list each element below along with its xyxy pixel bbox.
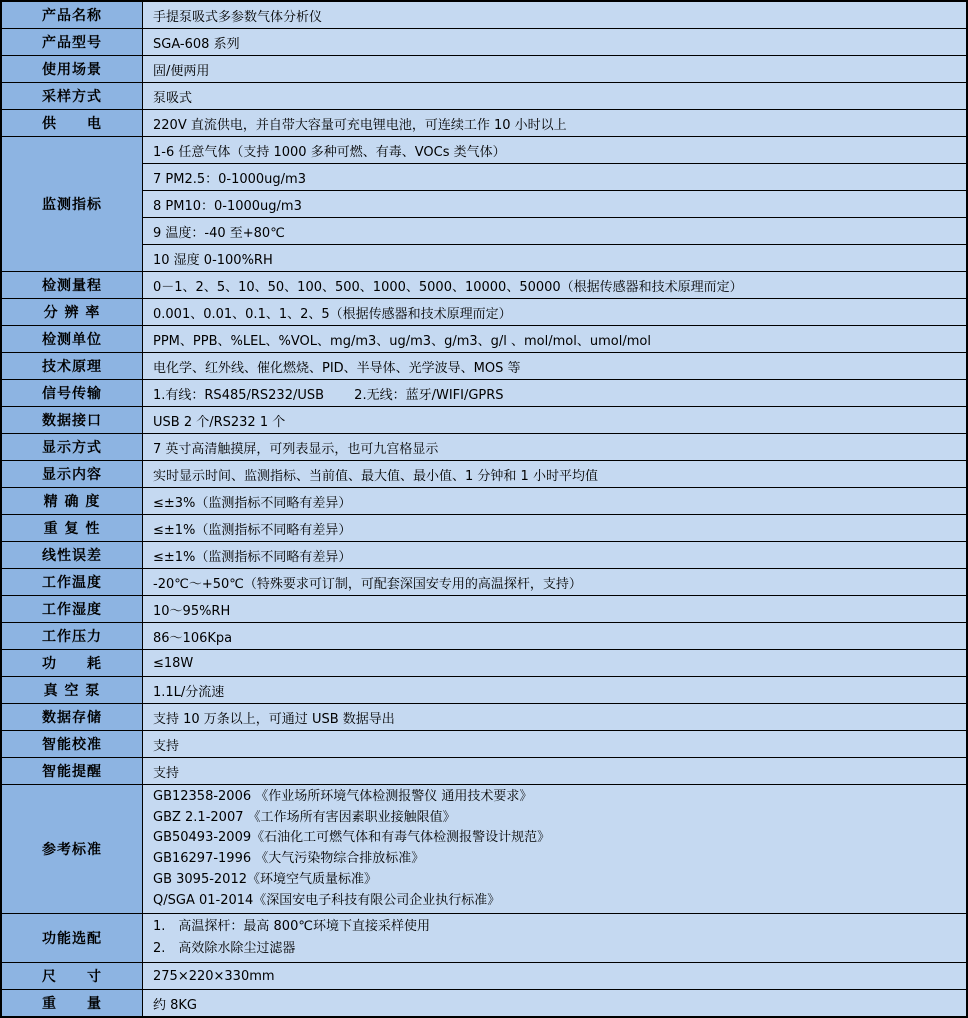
row-label: 使用场景: [2, 56, 143, 83]
table-row: [2, 407, 967, 434]
row-label: 尺 寸: [2, 963, 143, 990]
row-label: 真 空 泵: [2, 677, 143, 704]
row-value: ≤±3%（监测指标不同略有差异）: [143, 488, 967, 515]
table-row-monitor-indicators: [2, 164, 967, 191]
table-row: [2, 488, 967, 515]
table-row: [2, 461, 967, 488]
row-value: [143, 785, 967, 914]
row-value: ≤±1%（监测指标不同略有差异）: [143, 542, 967, 569]
row-label: 数据存储: [2, 704, 143, 731]
table-row: [2, 2, 967, 29]
row-value: -20℃～+50℃（特殊要求可订制，可配套深国安专用的高温探杆，支持）: [143, 569, 967, 596]
table-row: [2, 704, 967, 731]
row-value: 1.有线：RS485/RS232/USB 2.无线：蓝牙/WIFI/GPRS: [143, 380, 967, 407]
table-row-monitor-indicators: [2, 191, 967, 218]
row-value: 7 英寸高清触摸屏，可列表显示，也可九宫格显示: [143, 434, 967, 461]
row-label: 信号传输: [2, 380, 143, 407]
row-label: 智能提醒: [2, 758, 143, 785]
row-label: 重 量: [2, 990, 143, 1017]
row-value: 电化学、红外线、催化燃烧、PID、半导体、光学波导、MOS 等: [143, 353, 967, 380]
table-row: [2, 326, 967, 353]
table-row: [2, 596, 967, 623]
table-row: [2, 353, 967, 380]
row-label: 工作压力: [2, 623, 143, 650]
table-row: [2, 731, 967, 758]
table-row: [2, 542, 967, 569]
row-label: 产品型号: [2, 29, 143, 56]
row-value: 220V 直流供电，并自带大容量可充电锂电池，可连续工作 10 小时以上: [143, 110, 967, 137]
row-value: 约 8KG: [143, 990, 967, 1017]
table-row: [2, 569, 967, 596]
row-label: 功能选配: [2, 914, 143, 963]
row-value: 0.001、0.01、0.1、1、2、5（根据传感器和技术原理而定）: [143, 299, 967, 326]
row-label: 产品名称: [2, 2, 143, 29]
row-value: 7 PM2.5：0-1000ug/m3: [143, 164, 967, 191]
table-row: [2, 677, 967, 704]
table-row: [2, 272, 967, 299]
table-row-optional-features: [2, 914, 967, 963]
table-row: [2, 299, 967, 326]
row-label: 显示内容: [2, 461, 143, 488]
row-label: 监测指标: [2, 137, 143, 272]
row-label: 线性误差: [2, 542, 143, 569]
row-label: 智能校准: [2, 731, 143, 758]
table-row: [2, 434, 967, 461]
row-label: 供 电: [2, 110, 143, 137]
option-line: 2. 高效除水除尘过滤器: [153, 941, 296, 957]
table-row: [2, 963, 967, 990]
ref-standard-line: GB12358-2006 《作业场所环境气体检测报警仪 通用技术要求》: [153, 789, 533, 804]
row-value: 1-6 任意气体（支持 1000 多种可燃、有毒、VOCs 类气体）: [143, 137, 967, 164]
table-row: [2, 83, 967, 110]
row-value: 实时显示时间、监测指标、当前值、最大值、最小值、1 分钟和 1 小时平均值: [143, 461, 967, 488]
row-value: 1.1L/分流速: [143, 677, 967, 704]
row-label: 工作温度: [2, 569, 143, 596]
row-value: 275×220×330mm: [143, 963, 967, 990]
ref-standard-line: GB50493-2009《石油化工可燃气体和有毒气体检测报警设计规范》: [153, 830, 551, 846]
row-value: 10～95%RH: [143, 596, 967, 623]
row-label: 精 确 度: [2, 488, 143, 515]
row-label: 显示方式: [2, 434, 143, 461]
row-label: 采样方式: [2, 83, 143, 110]
row-label: 检测单位: [2, 326, 143, 353]
table-row-monitor-indicators: [2, 137, 967, 164]
ref-standard-line: Q/SGA 01-2014《深国安电子科技有限公司企业执行标准》: [153, 892, 501, 908]
table-row: [2, 758, 967, 785]
row-label: 技术原理: [2, 353, 143, 380]
row-label: 参考标准: [2, 785, 143, 914]
row-value: [143, 914, 967, 963]
row-value: 9 温度：-40 至+80℃: [143, 218, 967, 245]
row-value: PPM、PPB、%LEL、%VOL、mg/m3、ug/m3、g/m3、g/l 、mol/mol、umol/mol: [143, 326, 967, 353]
row-label: 工作湿度: [2, 596, 143, 623]
table-row: [2, 380, 967, 407]
row-value: 10 湿度 0-100%RH: [143, 245, 967, 272]
row-value: 8 PM10：0-1000ug/m3: [143, 191, 967, 218]
table-row: [2, 623, 967, 650]
row-value: 86～106Kpa: [143, 623, 967, 650]
table-row: [2, 29, 967, 56]
row-label: 分 辨 率: [2, 299, 143, 326]
table-row-reference-standards: [2, 785, 967, 914]
spec-table: [1, 1, 967, 1017]
row-label: 重 复 性: [2, 515, 143, 542]
table-row-monitor-indicators: [2, 245, 967, 272]
row-value: 0－1、2、5、10、50、100、500、1000、5000、10000、50000（根据传感器和技术原理而定）: [143, 272, 967, 299]
table-row-monitor-indicators: [2, 218, 967, 245]
table-row: [2, 110, 967, 137]
ref-standard-line: GBZ 2.1-2007 《工作场所有害因素职业接触限值》: [153, 809, 456, 825]
row-value: 泵吸式: [143, 83, 967, 110]
table-row: [2, 56, 967, 83]
table-row: [2, 990, 967, 1017]
row-value: 支持: [143, 731, 967, 758]
row-value: 固/便两用: [143, 56, 967, 83]
row-value: ≤±1%（监测指标不同略有差异）: [143, 515, 967, 542]
row-label: 数据接口: [2, 407, 143, 434]
row-label: 功 耗: [2, 650, 143, 677]
row-value: 支持: [143, 758, 967, 785]
option-line: 1. 高温探杆：最高 800℃环境下直接采样使用: [153, 919, 430, 935]
row-value: 手提泵吸式多参数气体分析仪: [143, 2, 967, 29]
row-label: 检测量程: [2, 272, 143, 299]
ref-standard-line: GB 3095-2012《环境空气质量标准》: [153, 871, 377, 887]
ref-standard-line: GB16297-1996 《大气污染物综合排放标准》: [153, 851, 425, 867]
row-value: ≤18W: [143, 650, 967, 677]
table-row: [2, 515, 967, 542]
row-value: 支持 10 万条以上，可通过 USB 数据导出: [143, 704, 967, 731]
row-value: SGA-608 系列: [143, 29, 967, 56]
table-row: [2, 650, 967, 677]
row-value: USB 2 个/RS232 1 个: [143, 407, 967, 434]
